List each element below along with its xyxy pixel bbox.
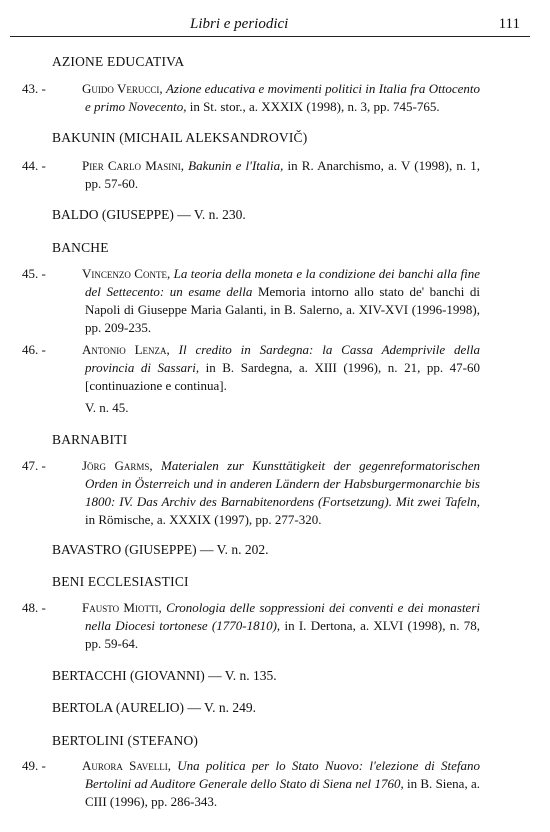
entry-number: 48. - — [22, 600, 46, 615]
entry-title: Cronologia delle soppressioni dei conventi e dei monasteri nella Diocesi tortonese (1770-1810), — [85, 600, 480, 633]
section-heading: BERTOLINI (STEFANO) — [52, 733, 199, 748]
entry-title: Bakunin e l'Italia, — [188, 158, 284, 173]
entry-citation: in I. Dertona, a. XLVI (1998), n. 78, pp. 59-64. — [85, 618, 481, 651]
cross-reference-heading: BERTACCHI (GIOVANNI) — V. n. 135. — [52, 668, 277, 683]
entry-author: Antonio Lenza, — [82, 342, 170, 357]
entry-title: Il credito in Sardegna: la Cassa Ademprivile della provincia di Sassari, — [85, 342, 481, 375]
entry-citation: Memoria intorno allo stato de' banchi di Napoli di Giuseppe Maria Galanti, in B. Salerno, a. XIV-XVI (1996-1998), pp. 209-235. — [85, 284, 480, 335]
entry-number: 47. - — [22, 458, 46, 473]
entry-citation: in Römische, a. XXXIX (1997), pp. 277-320. — [85, 512, 322, 527]
entry-author: Vincenzo Conte, — [82, 266, 171, 281]
bib-entry — [22, 757, 480, 811]
section-heading: AZIONE EDUCATIVA — [52, 54, 185, 69]
bib-entry — [22, 157, 480, 193]
cross-reference-heading: BERTOLA (AURELIO) — V. n. 249. — [52, 700, 256, 715]
entry-author: Aurora Savelli, — [82, 758, 171, 773]
entry-author: Fausto Miotti, — [82, 600, 162, 615]
running-header — [10, 14, 530, 37]
entry-citation: in B. Sardegna, a. XIII (1996), n. 21, pp. 47-60 [continuazione e continua]. — [85, 360, 480, 393]
section-heading: BARNABITI — [52, 432, 128, 447]
entry-citation: in B. Siena, a. CIII (1996), pp. 286-343. — [85, 776, 480, 809]
entry-author: Jörg Garms, — [82, 458, 153, 473]
entry-citation: in R. Anarchismo, a. V (1998), n. 1, pp. 57-60. — [85, 158, 481, 191]
bib-entry — [22, 80, 480, 116]
entry-number: 45. - — [22, 266, 46, 281]
entry-number: 43. - — [22, 81, 46, 96]
section-heading: BANCHE — [52, 240, 109, 255]
entry-title: Azione educativa e movimenti politici in Italia fra Ottocento e primo Novecento, — [85, 81, 480, 114]
entry-title: Una politica per lo Stato Nuovo: l'elezione di Stefano Bertolini ad Auditore Generale dello Stato di Siena nel 1760, — [85, 758, 480, 791]
bib-entry — [22, 265, 480, 337]
entry-citation: in St. stor., a. XXXIX (1998), n. 3, pp. 745-765. — [186, 99, 440, 114]
entry-number: 44. - — [22, 158, 46, 173]
bib-entry — [22, 457, 480, 529]
entry-number: 49. - — [22, 758, 46, 773]
section-heading: BAKUNIN (MICHAIL ALEKSANDROVIČ) — [52, 130, 308, 145]
entry-author: Guido Verucci, — [82, 81, 163, 96]
cross-reference-heading: BAVASTRO (GIUSEPPE) — V. n. 202. — [52, 542, 269, 557]
entry-title: Materialen zur Kunsttätigkeit der gegenreformatorischen Orden in Österreich und in anderen Ländern der Habsburgermonarchie bis 1800: IV. Das Archiv des Barnabitenordens (Fortsetzung). Mit zwei Tafeln, — [85, 458, 480, 509]
page-number: 111 — [498, 16, 520, 32]
entry-author: Pier Carlo Masini, — [82, 158, 185, 173]
bib-entry — [22, 341, 480, 395]
entry-title: La teoria della moneta e la condizione dei banchi alla fine del Settecento: un esame della — [85, 266, 481, 299]
cross-reference-heading: BALDO (GIUSEPPE) — V. n. 230. — [52, 207, 246, 222]
see-also-ref: V. n. 45. — [85, 400, 129, 415]
running-title: Libri e periodici — [190, 16, 289, 32]
bib-entry — [22, 599, 480, 653]
entry-number: 46. - — [22, 342, 46, 357]
section-heading: BENI ECCLESIASTICI — [52, 574, 189, 589]
